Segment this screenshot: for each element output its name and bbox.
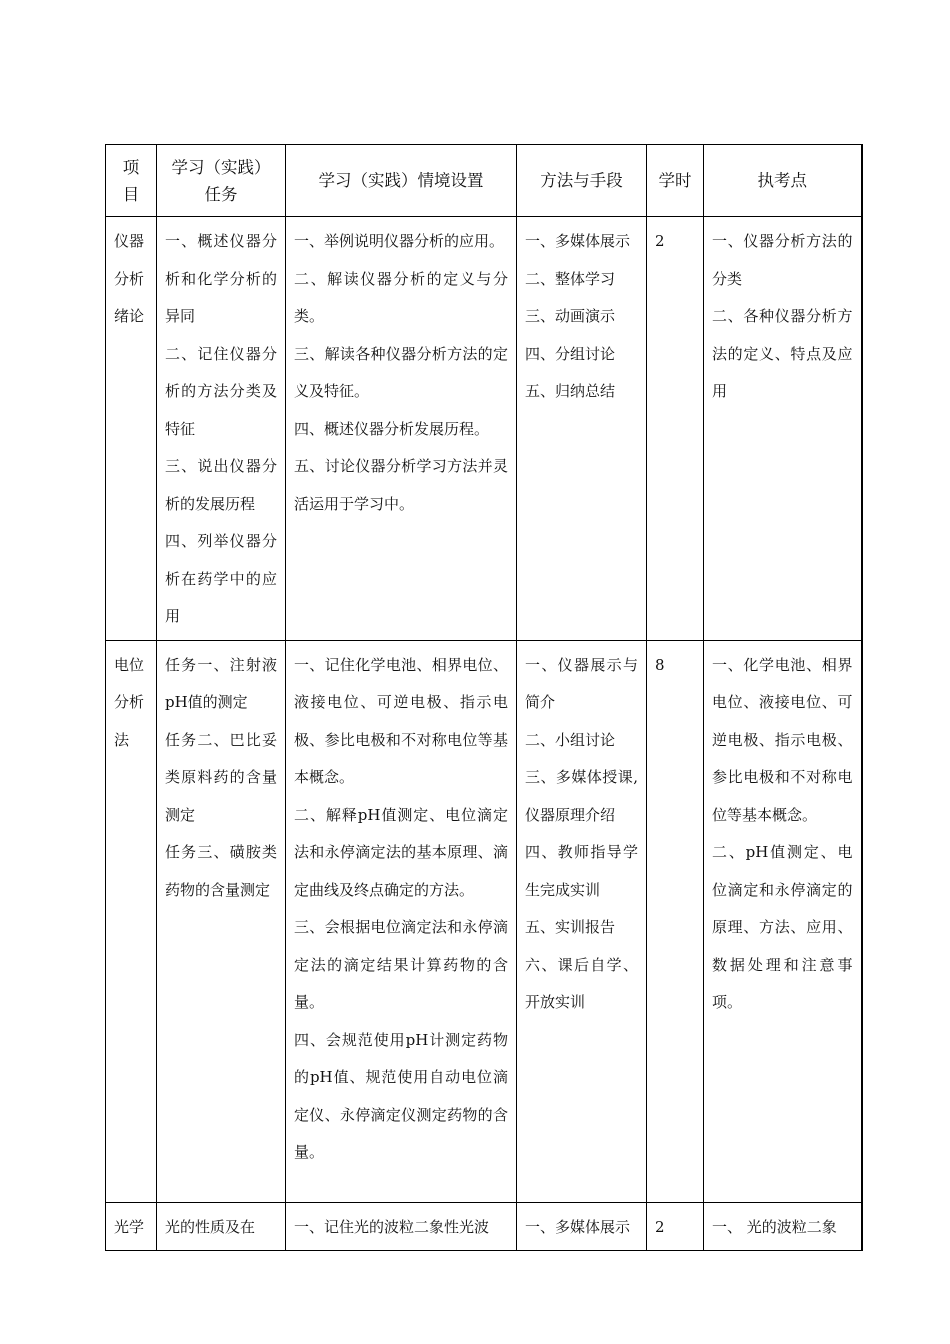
header-hours: 学时 — [647, 145, 704, 217]
cell-methods: 一、多媒体展示 — [517, 1202, 647, 1251]
cell-situations: 一、记住化学电池、相界电位、液接电位、可逆电极、指示电极、参比电极和不对称电位等基本概念。 二、解释pH值测定、电位滴定法和永停滴定法的基本原理、滴定曲线及终点确定的方法。 三、会根据电位滴定法和永停滴定法的滴定结果计算药物的含量。 四、会规范使用pH计测定药物的pH值、规范使用自动电位滴定仪、永停滴定仪测定药物的含量。 — [286, 640, 517, 1202]
table-header-row — [106, 145, 862, 217]
cell-tasks: 光的性质及在 — [157, 1202, 286, 1251]
cell-exam-points: 一、仪器分析方法的分类 二、各种仪器分析方法的定义、特点及应用 — [704, 217, 862, 641]
table-row — [106, 217, 862, 641]
cell-exam-points: 一、 光的波粒二象 — [704, 1202, 862, 1251]
cell-situations: 一、举例说明仪器分析的应用。 二、解读仪器分析的定义与分类。 三、解读各种仪器分析方法的定义及特征。 四、概述仪器分析发展历程。 五、讨论仪器分析学习方法并灵活运用于学习中。 — [286, 217, 517, 641]
cell-methods: 一、仪器展示与简介 二、小组讨论 三、多媒体授课,仪器原理介绍 四、教师指导学生完成实训 五、实训报告 六、课后自学、开放实训 — [517, 640, 647, 1202]
cell-hours: 2 — [647, 1202, 704, 1251]
cell-project: 电位 分析 法 — [106, 640, 157, 1202]
cell-exam-points: 一、化学电池、相界电位、液接电位、可逆电极、指示电极、参比电极和不对称电位等基本概念。 二、pH值测定、电位滴定和永停滴定的原理、方法、应用、数据处理和注意事项。 — [704, 640, 862, 1202]
cell-project: 仪器 分析 绪论 — [106, 217, 157, 641]
header-exam-points: 执考点 — [704, 145, 862, 217]
table-row — [106, 640, 862, 1202]
table-row — [106, 1202, 862, 1251]
cell-tasks: 一、概述仪器分析和化学分析的异同 二、记住仪器分析的方法分类及特征 三、说出仪器分析的发展历程 四、列举仪器分析在药学中的应用 — [157, 217, 286, 641]
cell-hours: 8 — [647, 640, 704, 1202]
syllabus-table — [105, 144, 863, 1251]
cell-methods: 一、多媒体展示 二、整体学习 三、动画演示 四、分组讨论 五、归纳总结 — [517, 217, 647, 641]
cell-project: 光学 — [106, 1202, 157, 1251]
header-situation: 学习（实践）情境设置 — [286, 145, 517, 217]
header-task: 学习（实践） 任务 — [157, 145, 286, 217]
header-methods: 方法与手段 — [517, 145, 647, 217]
cell-hours: 2 — [647, 217, 704, 641]
cell-tasks: 任务一、注射液pH值的测定 任务二、巴比妥类原料药的含量测定 任务三、磺胺类药物的含量测定 — [157, 640, 286, 1202]
cell-situations: 一、记住光的波粒二象性光波 — [286, 1202, 517, 1251]
header-project: 项 目 — [106, 145, 157, 217]
